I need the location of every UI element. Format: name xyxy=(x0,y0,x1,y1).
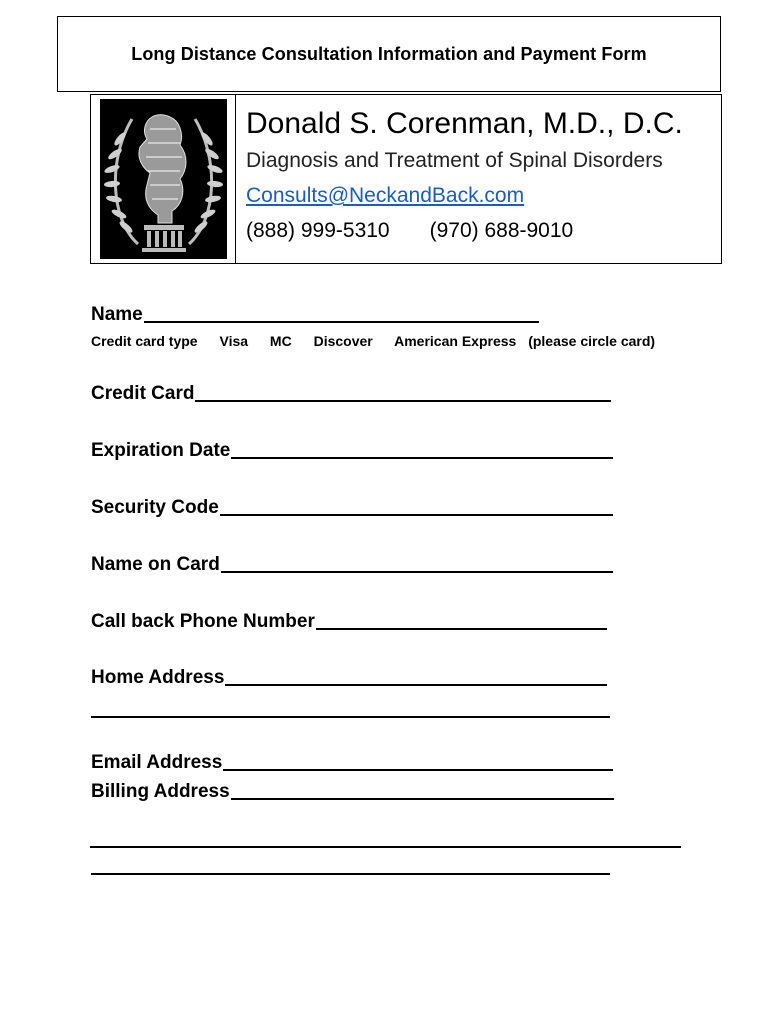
expiration-date-label: Expiration Date xyxy=(91,440,231,461)
security-code-label: Security Code xyxy=(91,497,219,518)
credit-card-field[interactable] xyxy=(91,383,611,405)
home-address-field[interactable] xyxy=(91,667,607,689)
doctor-info xyxy=(246,105,683,248)
spine-logo-icon xyxy=(100,99,227,259)
call-back-phone-label: Call back Phone Number xyxy=(91,611,315,632)
credit-card-type-label: Credit card type xyxy=(91,333,198,349)
card-option-mc[interactable]: MC xyxy=(269,333,292,349)
home-address-input-line[interactable] xyxy=(225,683,607,686)
doctor-specialty: Diagnosis and Treatment of Spinal Disorders xyxy=(246,149,663,172)
form-title: Long Distance Consultation Information and Payment Form xyxy=(131,43,647,64)
doctor-name: Donald S. Corenman, M.D., D.C. xyxy=(246,107,683,140)
expiration-date-field[interactable] xyxy=(91,440,613,462)
credit-card-label: Credit Card xyxy=(91,383,195,404)
billing-address-label: Billing Address xyxy=(91,781,230,802)
email-address-input-line[interactable] xyxy=(223,768,613,771)
card-option-visa[interactable]: Visa xyxy=(219,333,249,349)
credit-card-types xyxy=(91,333,673,349)
form-title-box xyxy=(57,16,721,92)
card-option-discover[interactable]: Discover xyxy=(313,333,373,349)
email-address-field[interactable] xyxy=(91,752,613,774)
doctor-phones xyxy=(246,213,683,248)
phone-1: (888) 999-5310 xyxy=(246,219,390,242)
call-back-phone-input-line[interactable] xyxy=(316,627,607,630)
billing-address-line-3[interactable] xyxy=(91,873,610,875)
billing-address-line-2[interactable] xyxy=(90,846,681,848)
call-back-phone-field[interactable] xyxy=(91,611,607,633)
billing-address-input-line[interactable] xyxy=(231,797,614,800)
card-option-amex[interactable]: American Express xyxy=(394,333,517,349)
name-field[interactable] xyxy=(91,304,539,326)
expiration-date-input-line[interactable] xyxy=(231,456,613,459)
letterhead xyxy=(90,94,722,264)
name-on-card-label: Name on Card xyxy=(91,554,220,575)
security-code-field[interactable] xyxy=(91,497,613,519)
security-code-input-line[interactable] xyxy=(220,513,613,516)
billing-address-field[interactable] xyxy=(91,781,614,803)
email-address-label: Email Address xyxy=(91,752,223,773)
name-on-card-field[interactable] xyxy=(91,554,613,576)
name-input-line[interactable] xyxy=(144,320,539,323)
credit-card-input-line[interactable] xyxy=(195,399,611,402)
name-label: Name xyxy=(91,304,143,325)
phone-2: (970) 688-9010 xyxy=(429,219,574,242)
home-address-line-2[interactable] xyxy=(91,716,610,718)
logo-cell xyxy=(91,95,236,263)
doctor-email-link[interactable]: Consults@NeckandBack.com xyxy=(246,184,525,207)
home-address-label: Home Address xyxy=(91,667,225,688)
name-on-card-input-line[interactable] xyxy=(221,570,613,573)
card-note: (please circle card) xyxy=(528,333,656,349)
